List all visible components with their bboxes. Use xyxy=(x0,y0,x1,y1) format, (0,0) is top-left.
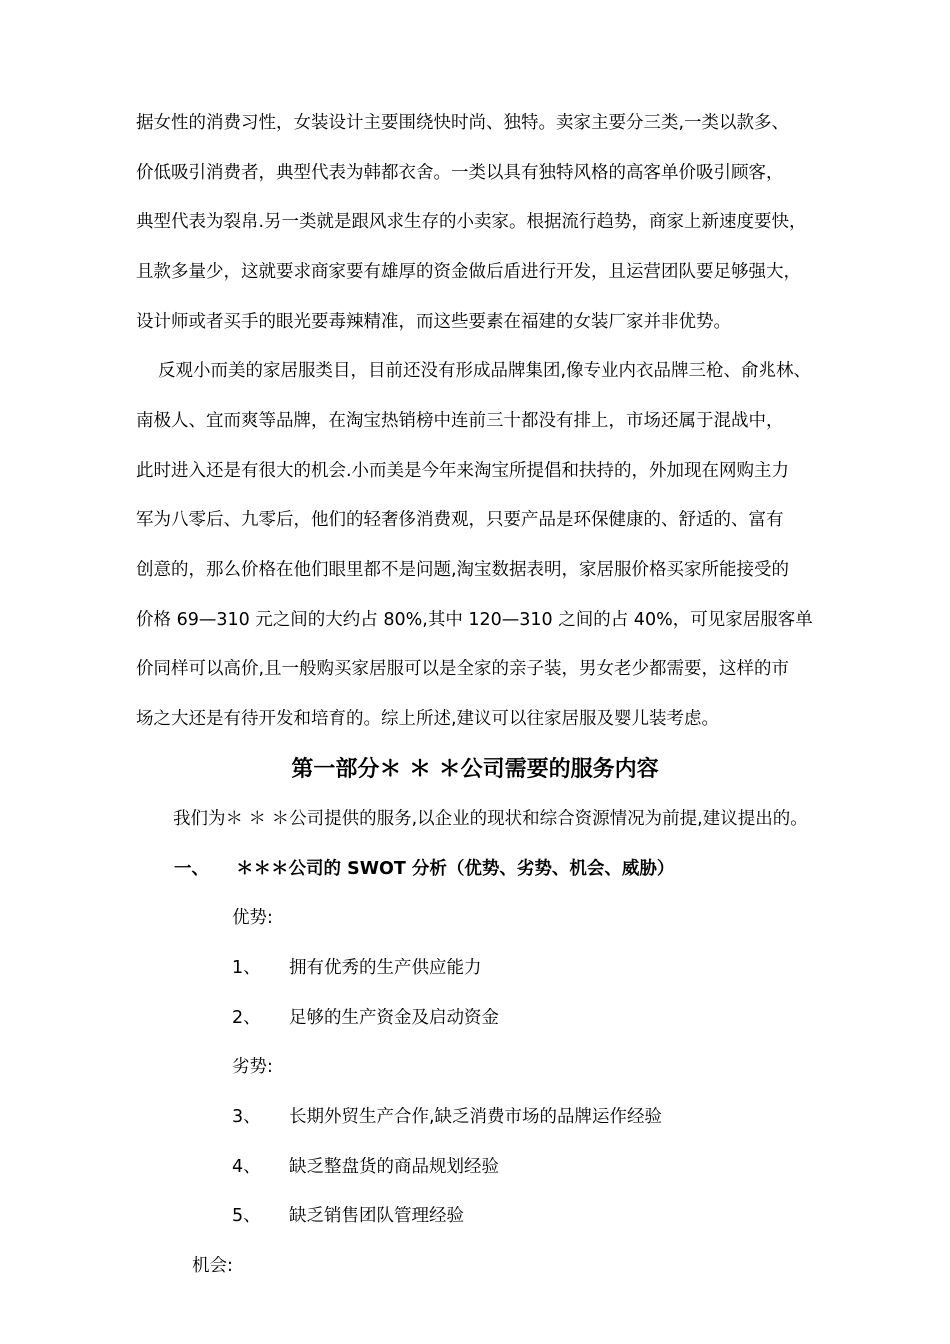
list-item: 长期外贸生产合作,缺乏消费市场的品牌运作经验 xyxy=(289,1107,663,1127)
paragraph-line: 军为八零后、九零后，他们的轻奢侈消费观，只要产品是环保健康的、舒适的、富有 xyxy=(136,510,784,530)
list-item: 缺乏销售团队管理经验 xyxy=(289,1206,464,1226)
list-number: 5、 xyxy=(232,1206,261,1226)
paragraph-line: 价低吸引消费者，典型代表为韩都衣舍。一类以具有独特风格的高客单价吸引顾客， xyxy=(136,163,784,183)
paragraph-line: 且款多量少，这就要求商家要有雄厚的资金做后盾进行开发，且运营团队要足够强大， xyxy=(136,262,801,282)
strengths-label: 优势: xyxy=(232,908,273,928)
section-number: 一、 xyxy=(174,859,209,879)
paragraph-line: 价同样可以高价,且一般购买家居服可以是全家的亲子装，男女老少都需要，这样的市 xyxy=(136,659,790,679)
paragraph-line: 典型代表为裂帛.另一类就是跟风求生存的小卖家。根据流行趋势，商家上新速度要快， xyxy=(136,212,807,232)
paragraph-line: 设计师或者买手的眼光要毒辣精准，而这些要素在福建的女装厂家并非优势。 xyxy=(136,312,731,332)
weaknesses-label: 劣势: xyxy=(232,1057,273,1077)
section-title: ＊＊＊公司的 SWOT 分析（优势、劣势、机会、威胁） xyxy=(236,859,675,879)
list-number: 2、 xyxy=(232,1008,261,1028)
paragraph-line: 此时进入还是有很大的机会.小而美是今年来淘宝所提倡和扶持的，外加现在网购主力 xyxy=(136,461,790,481)
list-item: 缺乏整盘货的商品规划经验 xyxy=(289,1157,499,1177)
paragraph-line: 场之大还是有待开发和培育的。综上所述,建议可以往家居服及婴儿装考虑。 xyxy=(136,709,720,729)
intro-text: 我们为＊ ＊ ＊公司提供的服务,以企业的现状和综合资源情况为前提,建议提出的。 xyxy=(173,809,808,829)
part-heading: 第一部分＊ ＊ ＊公司需要的服务内容 xyxy=(291,757,659,782)
paragraph-line: 价格 69—310 元之间的大约占 80%,其中 120—310 之间的占 40%，可见家居服客单 xyxy=(136,610,813,630)
paragraph-line: 反观小而美的家居服类目，目前还没有形成品牌集团,像专业内衣品牌三枪、俞兆林、 xyxy=(158,361,812,381)
paragraph-line: 据女性的消费习性，女装设计主要围绕快时尚、独特。卖家主要分三类,一类以款多、 xyxy=(136,113,790,133)
opportunities-label: 机会: xyxy=(192,1256,233,1276)
paragraph-line: 创意的，那么价格在他们眼里都不是问题,淘宝数据表明，家居服价格买家所能接受的 xyxy=(136,560,790,580)
list-item: 拥有优秀的生产供应能力 xyxy=(289,958,482,978)
list-number: 4、 xyxy=(232,1157,261,1177)
list-number: 3、 xyxy=(232,1107,261,1127)
list-item: 足够的生产资金及启动资金 xyxy=(289,1008,499,1028)
paragraph-line: 南极人、宜而爽等品牌，在淘宝热销榜中连前三十都没有排上，市场还属于混战中， xyxy=(136,411,784,431)
list-number: 1、 xyxy=(232,958,261,978)
